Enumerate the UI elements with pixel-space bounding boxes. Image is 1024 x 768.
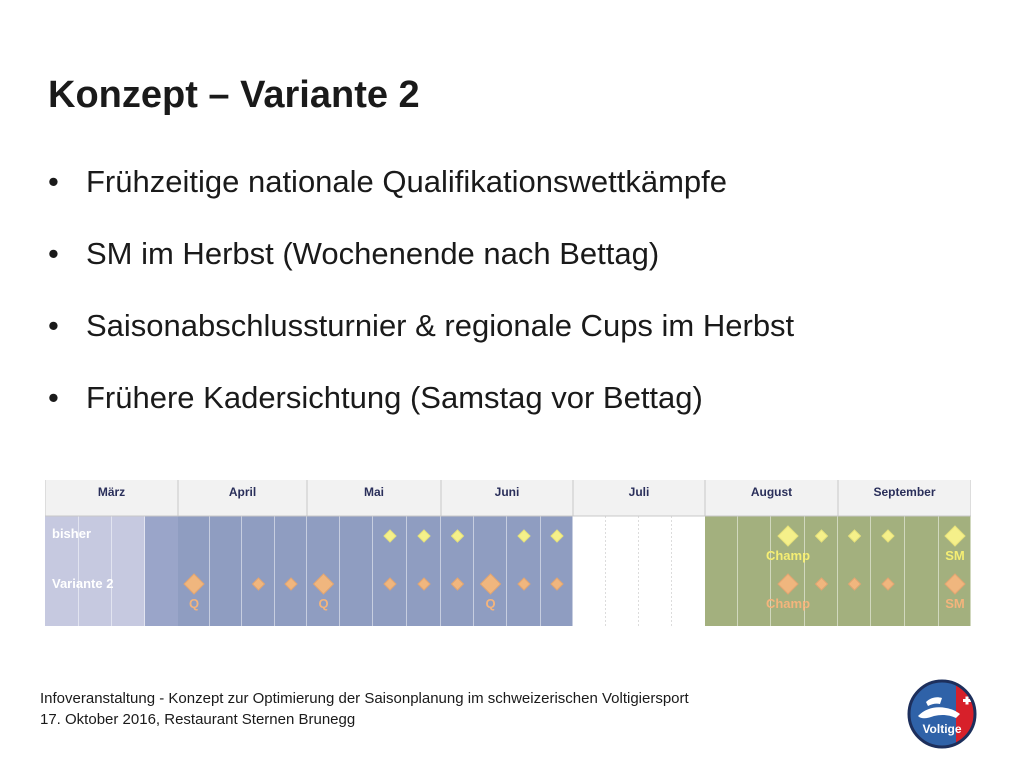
marker-label: Q <box>485 596 496 611</box>
marker-label: Champ <box>765 548 811 563</box>
month-label: Juli <box>628 485 650 499</box>
week-cell <box>639 516 672 626</box>
week-cell <box>145 516 178 626</box>
season-calendar <box>45 480 971 626</box>
week-cell <box>210 516 242 626</box>
month-label: Juni <box>494 485 520 499</box>
bullet-text: Saisonabschlussturnier & regionale Cups im Herbst <box>86 308 795 343</box>
slide-title: Konzept – Variante 2 <box>48 74 420 116</box>
bullet-text: Frühere Kadersichtung (Samstag vor Bettag) <box>86 380 703 415</box>
logo-text: Voltige <box>922 722 962 736</box>
month-label: April <box>228 485 257 499</box>
bullet-dot-icon: • <box>48 308 59 343</box>
week-cell <box>112 516 145 626</box>
month-label: September <box>873 485 936 499</box>
footer-line-date: 17. Oktober 2016, Restaurant Sternen Brunegg <box>40 711 356 728</box>
bullet-dot-icon: • <box>48 236 59 271</box>
marker-label: Champ <box>765 596 811 611</box>
marker-label: Q <box>318 596 329 611</box>
bullet-dot-icon: • <box>48 380 59 415</box>
row-label: bisher <box>52 526 92 541</box>
voltige-logo-graphic <box>906 678 978 750</box>
row-label: Variante 2 <box>52 576 114 591</box>
week-cell <box>606 516 639 626</box>
footer <box>40 688 689 730</box>
week-cell <box>705 516 738 626</box>
month-label: März <box>97 485 126 499</box>
marker-label: Q <box>188 596 200 611</box>
season-calendar-graphic <box>45 480 971 626</box>
bullet-text: SM im Herbst (Wochenende nach Bettag) <box>86 236 660 271</box>
footer-line-event: Infoveranstaltung - Konzept zur Optimierung der Saisonplanung im schweizerischen Voltigiersport <box>40 690 689 707</box>
month-label: August <box>750 485 793 499</box>
bullet-dot-icon: • <box>48 164 59 199</box>
week-cell <box>573 516 606 626</box>
marker-label: SM <box>945 596 965 611</box>
bullet-text: Frühzeitige nationale Qualifikationswettkämpfe <box>86 164 728 199</box>
week-cell <box>275 516 307 626</box>
week-cell <box>672 516 705 626</box>
week-cell <box>242 516 275 626</box>
month-label: Mai <box>363 485 385 499</box>
voltige-logo-icon <box>906 678 978 750</box>
week-cell <box>905 516 939 626</box>
marker-label: SM <box>945 548 965 563</box>
week-cell <box>340 516 373 626</box>
